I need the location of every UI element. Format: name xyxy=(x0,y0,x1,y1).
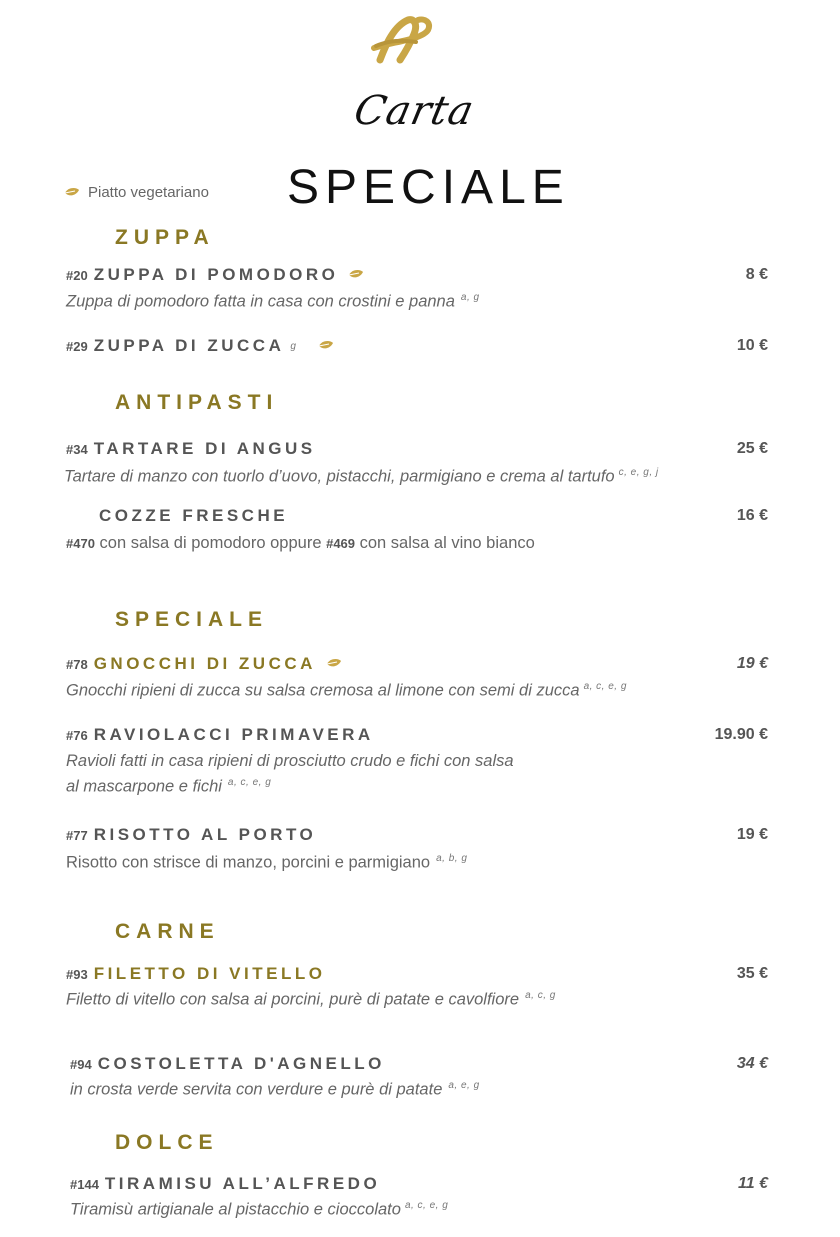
item-code: #77 xyxy=(66,827,88,843)
menu-item-93 xyxy=(66,964,325,984)
section-dolce: DOLCE xyxy=(115,1131,219,1154)
item-price: 25 € xyxy=(736,440,768,457)
item-price: 19 € xyxy=(736,655,768,672)
section-zuppa: ZUPPA xyxy=(115,226,215,249)
menu-item-34 xyxy=(66,439,316,459)
legend-label: Piatto vegetariano xyxy=(88,184,209,201)
item-price: 19 € xyxy=(736,826,768,843)
item-name: GNOCCHI DI ZUCCA xyxy=(93,654,316,673)
page-title: SPECIALE xyxy=(287,161,570,214)
allergens: a, b, g xyxy=(436,853,468,864)
item-price: 8 € xyxy=(745,266,768,283)
item-name: TARTARE DI ANGUS xyxy=(93,439,316,458)
item-name: RAVIOLACCI PRIMAVERA xyxy=(93,725,374,744)
item-price: 35 € xyxy=(736,965,768,982)
item-name: RISOTTO AL PORTO xyxy=(93,825,317,844)
leaf-icon xyxy=(326,658,342,670)
item-description-line2 xyxy=(66,777,271,797)
allergens: a, g xyxy=(460,292,480,303)
item-description xyxy=(70,1200,448,1220)
item-code: #20 xyxy=(66,267,88,283)
menu-item-cozze xyxy=(99,506,288,526)
description-text: Risotto con strisce di manzo, porcini e parmigiano xyxy=(66,853,431,872)
allergens: a, c, e, g xyxy=(583,681,627,692)
item-code: #94 xyxy=(70,1056,92,1072)
item-name: TIRAMISU ALL’ALFREDO xyxy=(104,1174,381,1193)
item-code: #144 xyxy=(70,1176,99,1192)
allergens: c, e, g, j xyxy=(618,467,659,478)
item-description xyxy=(64,467,659,487)
description-text: Zuppa di pomodoro fatta in casa con crostini e panna xyxy=(66,292,455,311)
item-description xyxy=(66,292,480,312)
description-text: in crosta verde servita con verdure e purè di patate xyxy=(70,1080,443,1099)
leaf-icon xyxy=(318,340,334,352)
item-description xyxy=(66,534,535,553)
section-carne: CARNE xyxy=(115,920,220,943)
description-text: con salsa al vino bianco xyxy=(359,534,535,552)
menu-item-20 xyxy=(66,265,364,285)
allergens: a, c, e, g xyxy=(404,1200,449,1211)
description-text: al mascarpone e fichi xyxy=(66,777,222,796)
item-description xyxy=(66,853,467,873)
item-description: Ravioli fatti in casa ripieni di prosciutto crudo e fichi con salsa xyxy=(66,752,514,770)
item-price: 10 € xyxy=(736,337,768,354)
menu-item-29 xyxy=(66,336,334,356)
item-description xyxy=(70,1080,480,1100)
item-name: FILETTO DI VITELLO xyxy=(93,964,326,983)
menu-item-78 xyxy=(66,654,342,674)
allergens: a, c, g xyxy=(525,990,556,1001)
item-description xyxy=(66,990,556,1010)
section-speciale: SPECIALE xyxy=(115,608,269,631)
allergens: g xyxy=(290,340,297,352)
item-price: 11 € xyxy=(738,1175,768,1192)
description-text: Filetto di vitello con salsa ai porcini, purè di patate e cavolfiore xyxy=(66,990,520,1009)
leaf-icon xyxy=(64,187,80,199)
menu-item-144 xyxy=(70,1174,380,1194)
item-code: #469 xyxy=(326,536,356,551)
allergens: a, c, e, g xyxy=(227,777,272,788)
item-name: ZUPPA DI POMODORO xyxy=(93,265,339,284)
menu-item-76 xyxy=(66,725,374,745)
item-code: #78 xyxy=(66,656,88,672)
description-text: Tiramisù artigianale al pistacchio e cioccolato xyxy=(70,1200,401,1219)
item-name: ZUPPA DI ZUCCA xyxy=(93,336,285,355)
description-text: Gnocchi ripieni di zucca su salsa cremosa al limone con semi di zucca xyxy=(66,681,580,700)
leaf-icon xyxy=(348,269,364,281)
item-code: #29 xyxy=(66,338,88,354)
menu-item-94 xyxy=(70,1054,385,1074)
item-code: #34 xyxy=(66,441,88,457)
carta-script-title: Carta xyxy=(350,88,479,134)
item-code: #93 xyxy=(66,966,88,982)
menu-item-77 xyxy=(66,825,316,845)
item-code: #76 xyxy=(66,727,88,743)
description-text: Tartare di manzo con tuorlo d’uovo, pistacchi, parmigiano e crema al tartufo xyxy=(64,467,615,486)
item-price: 34 € xyxy=(736,1055,768,1072)
item-price: 19.90 € xyxy=(714,726,768,743)
item-description xyxy=(66,681,627,701)
section-antipasti: ANTIPASTI xyxy=(115,391,279,414)
item-name: COSTOLETTA D'AGNELLO xyxy=(97,1054,385,1073)
allergens: a, e, g xyxy=(448,1080,480,1091)
description-text: con salsa di pomodoro oppure xyxy=(99,534,322,552)
restaurant-logo xyxy=(370,14,446,66)
item-price: 16 € xyxy=(736,507,768,524)
item-name: COZZE FRESCHE xyxy=(99,506,289,525)
vegetarian-legend xyxy=(64,184,209,201)
item-code: #470 xyxy=(66,536,95,551)
